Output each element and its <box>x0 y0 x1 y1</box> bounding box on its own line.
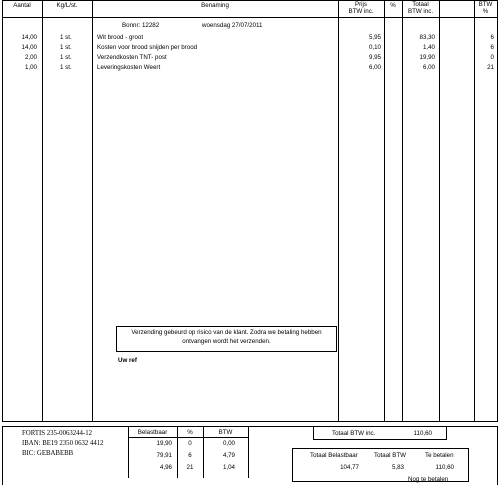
vat-row-vat: 1,04 <box>222 464 235 471</box>
total-incl-value: 110,60 <box>413 430 432 437</box>
header-totaal: Totaal <box>412 1 429 8</box>
line-desc: Wit brood - groot <box>97 34 144 41</box>
header-totaal-sub: BTW inc. <box>407 8 434 15</box>
header-aantal: Aantal <box>13 2 31 9</box>
line-price: 0,10 <box>368 44 381 51</box>
vat-row-pct: 6 <box>188 452 192 459</box>
vat-header-pct: % <box>187 429 193 436</box>
header-kg: Kg/L/st. <box>56 2 78 9</box>
vat-row-base: 4,96 <box>159 464 172 471</box>
line-vat: 0 <box>490 54 494 61</box>
header-btw-sub: % <box>482 8 489 15</box>
summary-header-vat: Totaal BTW <box>374 452 406 459</box>
line-unit: 1 st. <box>60 44 72 51</box>
vat-row-pct: 0 <box>188 440 192 447</box>
col-sep-totaal <box>439 0 440 421</box>
vat-header-base: Belastbaar <box>137 429 168 436</box>
line-total: 83,30 <box>419 34 435 41</box>
line-qty: 1,00 <box>24 64 37 71</box>
header-btw: BTW <box>478 1 493 8</box>
line-unit: 1 st. <box>60 34 72 41</box>
vat-row-pct: 21 <box>186 464 194 471</box>
line-unit: 1 st. <box>60 54 72 61</box>
col-sep-aantal <box>42 0 43 421</box>
col-sep-pct <box>402 0 403 421</box>
footer-left-border <box>2 426 3 485</box>
bank-bic: BIC: GEBABEBB <box>22 450 74 457</box>
vat-row-vat: 4,79 <box>222 452 235 459</box>
total-incl-label: Totaal BTW inc. <box>332 430 376 437</box>
shipping-notice-box <box>116 326 337 352</box>
header-prijs-sub: BTW inc. <box>348 8 374 15</box>
line-desc: Verzendkosten TNT- post <box>97 54 167 61</box>
line-vat: 6 <box>490 34 494 41</box>
col-sep-prijs <box>384 0 385 421</box>
summary-value-due: 110,60 <box>435 464 454 471</box>
line-qty: 14,00 <box>21 34 37 41</box>
line-vat: 21 <box>487 64 494 71</box>
line-unit: 1 st. <box>60 64 72 71</box>
header-benaming: Benaming <box>201 2 229 9</box>
header-bottom-border <box>2 17 498 18</box>
bank-iban: IBAN: BE19 2350 0632 4412 <box>22 440 104 447</box>
vat-row-base: 79,91 <box>156 452 172 459</box>
col-sep-benaming <box>338 0 339 421</box>
col-sep-btw <box>474 0 475 421</box>
bon-number: Bonnr: 12282 <box>122 22 160 29</box>
body-bottom-border <box>2 421 498 422</box>
vat-row-vat: 0,00 <box>222 440 235 447</box>
line-qty: 14,00 <box>21 44 37 51</box>
line-total: 6,00 <box>422 64 435 71</box>
col-sep-kg <box>92 0 93 421</box>
uw-ref-label: Uw ref <box>118 357 137 364</box>
col-sep-left <box>2 0 3 421</box>
line-price: 9,95 <box>368 54 381 61</box>
summary-value-base: 104,77 <box>340 464 359 471</box>
order-date: woensdag 27/07/2011 <box>202 22 263 29</box>
summary-header-due: Te betalen <box>425 452 454 459</box>
footer-right-border <box>497 426 498 485</box>
bank-fortis: FORTIS 235-0063244-12 <box>22 430 93 437</box>
line-vat: 6 <box>490 44 494 51</box>
vat-header-vat: BTW <box>218 429 233 436</box>
col-sep-right <box>497 0 498 421</box>
header-pct: % <box>390 2 396 9</box>
line-price: 6,00 <box>368 64 381 71</box>
line-desc: Kosten voor brood snijden per brood <box>97 44 198 51</box>
summary-value-vat: 5,83 <box>391 464 404 471</box>
vat-table-right <box>248 426 249 478</box>
vat-table-header-line <box>128 437 248 438</box>
line-total: 19,90 <box>419 54 435 61</box>
line-desc: Leveringskosten Weert <box>97 64 161 71</box>
line-total: 1,40 <box>422 44 435 51</box>
shipping-notice-line1: Verzending gebeurd op risico van de klant. Zodra we betaling hebben <box>131 329 322 336</box>
vat-row-base: 19,90 <box>156 440 172 447</box>
summary-header-base: Totaal Belastbaar <box>310 452 358 459</box>
line-qty: 2,00 <box>24 54 37 61</box>
line-price: 5,95 <box>368 34 381 41</box>
summary-nog-te-betalen: Nog te betalen <box>408 476 449 483</box>
header-prijs: Prijs <box>354 1 368 8</box>
shipping-notice-line2: ontvangen wordt het verzenden. <box>182 338 271 345</box>
